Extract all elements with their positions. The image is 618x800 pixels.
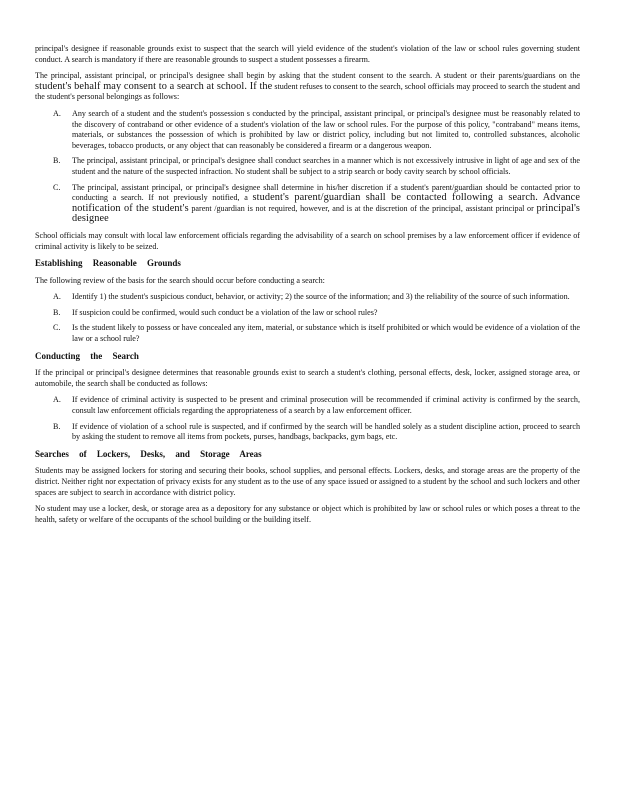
notification-text-2: parent /guardian is not required, however, and is at the discretion of the principal, assistant principal or [191,203,534,213]
notification-text-emphasis-2: principal's designee [72,202,581,225]
conducting-list [35,395,580,442]
paragraph-search-basis: principal's designee if reasonable grounds exist to suspect that the search will yield evidence of the student's violation of the law or school rules governing student conduct. A search is mandatory if there are reasonable grounds to suspect a student possesses a firearm. [35,44,580,64]
consent-text-emphasis: student's behalf may consent to a search at school. If the [35,80,273,92]
list-item [35,183,580,225]
list-item [35,156,580,177]
list-marker: B. [53,156,61,166]
list-item-text: If evidence of violation of a school rule is suspected, and if confirmed by the search will be handled solely as a student discipline action, proceed to search by asking the student to remove all items from pockets, purses, handbags, backpacks, gym bags, etc. [72,421,580,442]
list-marker: A. [53,395,61,405]
list-item-text: If suspicion could be confirmed, would such conduct be a violation of the law or school rules? [72,307,378,317]
list-item-text [72,183,580,225]
review-list [35,292,580,344]
list-item [35,109,580,151]
paragraph-law-enforcement: School officials may consult with local law enforcement officials regarding the advisability of a search on school premises by a law enforcement officer if evidence of criminal activity is likely to be seized. [35,230,580,251]
consent-text-1: The principal, assistant principal, or principal's designee shall begin by asking that the student consent to the search. A student or their parents/guardians on the [35,71,580,81]
search-rules-list [35,109,580,225]
list-marker: C. [53,182,61,192]
heading-searches-lockers: Searches of Lockers, Desks, and Storage Areas [35,448,262,459]
list-item-text: Is the student likely to possess or have concealed any item, material, or substance which is itself prohibited or which would be evidence of a violation of the law or a school rule? [72,323,580,344]
list-item [35,308,580,319]
paragraph-conducting-intro: If the principal or principal's designee determines that reasonable grounds exist to search a student's clothing, personal effects, desk, locker, assigned storage area, or automobile, the search shall be conducted as follows: [35,368,580,388]
list-item-text: If evidence of criminal activity is suspected to be present and criminal prosecution will be recommended if criminal activity is confirmed by the search, consult law enforcement officials regarding the appropriateness of a search by a law enforcement officer. [72,395,580,416]
list-marker: A. [53,108,61,118]
list-item [35,422,580,443]
paragraph-lockers: Students may be assigned lockers for storing and securing their books, school supplies, and personal effects. Lockers, desks, and storage areas are the property of the district. Neither right nor expectation of privacy exists for any student as to the use of any space issued or assigned to a student by the school and such lockers and other spaces are subject to search in accordance with district policy. [35,466,580,497]
heading-establishing-grounds: Establishing Reasonable Grounds [35,258,181,269]
list-marker: B. [53,421,61,431]
list-item-text: Identify 1) the student's suspicious conduct, behavior, or activity; 2) the source of the information; and 3) the reliability of the source of such information. [72,292,570,302]
document-page [35,44,580,531]
list-marker: A. [53,292,61,302]
heading-conducting-search: Conducting the Search [35,350,139,361]
notification-text-1: The principal, assistant principal, or principal's designee shall determine in his/her discretion if a student's parent/guardian should be contacted prior to conducting a search. If not previously notified, a [72,182,580,203]
list-item-text: The principal, assistant principal, or principal's designee shall conduct searches in a manner which is not excessively intrusive in light of age and sex of the student and the nature of the suspected infraction. No student shall be subject to a strip search or body cavity search by school officials. [72,156,580,176]
consent-text-2: student refuses to consent to the search, school officials may proceed to search the student and the student's personal belongings as follows: [35,81,580,102]
list-marker: B. [53,307,61,317]
list-item [35,292,580,303]
list-item-text: Any search of a student and the student's possession s conducted by the principal, assistant principal, or principal's designee must be reasonably related to the discovery of contraband or other evidence of a student's violation of the law or school rules. For the purpose of this policy, "contraband" means items, materials, or substances the possession of which is prohibited by law or district policy, including but not limited to, controlled substances, alcoholic beverages, tobacco products, or any object that can reasonably be considered a firearm or a dangerous weapon. [72,108,580,150]
paragraph-consent [35,71,580,103]
list-item [35,323,580,344]
paragraph-review-intro: The following review of the basis for the search should occur before conducting a search: [35,275,325,285]
paragraph-depository: No student may use a locker, desk, or storage area as a depository for any substance or object which is prohibited by law or school rules or which poses a threat to the health, safety or welfare of the occupants of the school building or the building itself. [35,504,580,524]
list-item [35,395,580,416]
list-marker: C. [53,323,61,333]
notification-text-emphasis: student's parent/guardian shall be contacted following a search. Advance notification of the student's [72,192,580,214]
